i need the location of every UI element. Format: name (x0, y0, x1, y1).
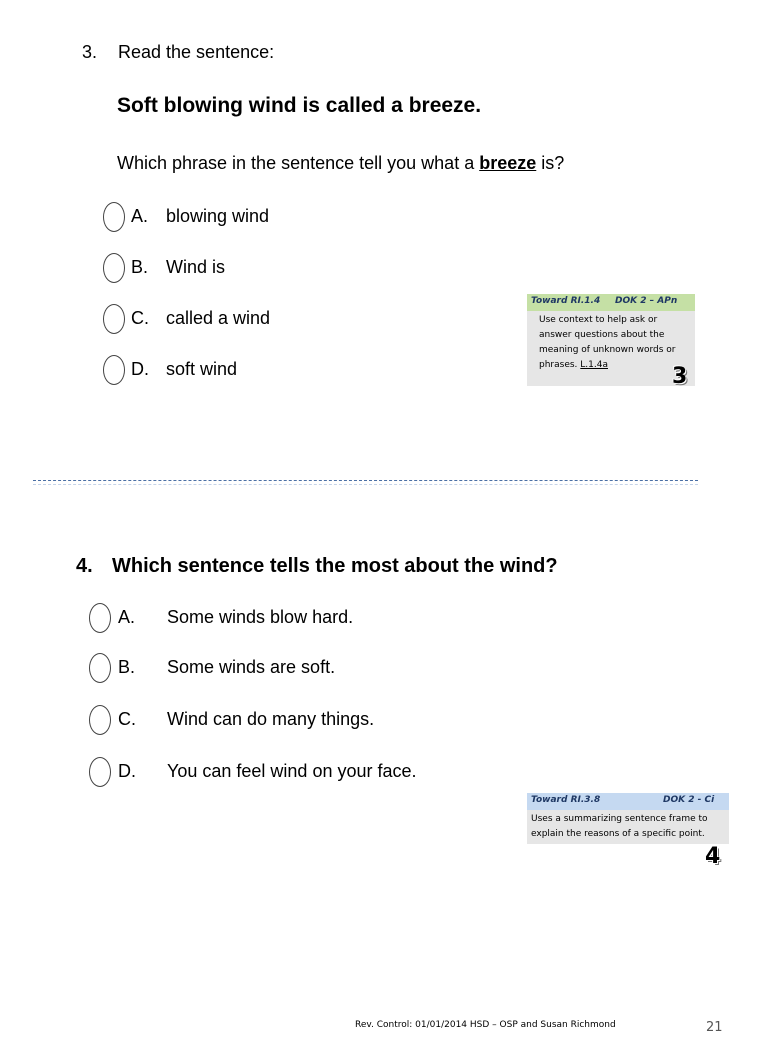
standard-description: Uses a summarizing sentence frame to explain the reasons of a specific point. (527, 810, 729, 844)
answer-bubble[interactable] (89, 653, 111, 683)
question-3-heading (82, 42, 274, 63)
prompt-keyword: breeze (479, 153, 537, 173)
q3-score-number: 3 (672, 364, 688, 389)
question-3-prompt (117, 153, 564, 174)
prompt-text: Which phrase in the sentence tell you what a (117, 153, 480, 173)
standard-code: Toward RI.1.4 (531, 296, 601, 306)
answer-bubble[interactable] (103, 355, 125, 385)
option-text: You can feel wind on your face. (167, 761, 417, 781)
standard-description (527, 311, 695, 386)
option-letter: A. (131, 206, 149, 226)
revision-footer: Rev. Control: 01/01/2014 HSD – OSP and Susan Richmond (355, 1020, 616, 1030)
option-text: soft wind (166, 359, 238, 379)
answer-bubble[interactable] (103, 253, 125, 283)
option-text: blowing wind (166, 206, 270, 226)
prompt-text-end: is? (536, 153, 565, 173)
option-letter: D. (118, 761, 136, 781)
option-letter: A. (118, 607, 136, 627)
standard-link: L.1.4a (580, 360, 608, 370)
section-divider-shadow (33, 484, 698, 485)
standard-code: Toward RI.3.8 (531, 795, 601, 805)
answer-bubble[interactable] (89, 603, 111, 633)
question-text: Which sentence tells the most about the wind? (112, 555, 558, 577)
option-text: Some winds are soft. (167, 657, 336, 677)
answer-bubble[interactable] (89, 757, 111, 787)
question-4-heading (76, 555, 558, 578)
option-letter: B. (118, 657, 136, 677)
reading-sentence: Soft blowing wind is called a breeze. (117, 94, 482, 117)
q4-standard-box (527, 793, 729, 844)
answer-bubble[interactable] (103, 304, 125, 334)
section-divider (33, 480, 698, 481)
option-letter: C. (131, 308, 149, 328)
standard-header (527, 294, 695, 311)
option-text: called a wind (166, 308, 271, 328)
dok-level: DOK 2 - Ci (663, 795, 715, 805)
q3-standard-box (527, 294, 695, 386)
q4-score-number: 4 (705, 844, 721, 869)
question-number: 4. (76, 555, 93, 577)
answer-bubble[interactable] (103, 202, 125, 232)
option-letter: C. (118, 709, 136, 729)
question-number: 3. (82, 42, 98, 62)
option-text: Wind is (166, 257, 226, 277)
dok-level: DOK 2 – APn (615, 296, 678, 306)
option-letter: D. (131, 359, 149, 379)
option-text: Wind can do many things. (167, 709, 375, 729)
standard-desc-text: Use context to help ask or answer questions about the meaning of unknown words or phrases. (539, 315, 676, 370)
question-heading-text: Read the sentence: (118, 42, 275, 62)
standard-header (527, 793, 729, 810)
option-text: Some winds blow hard. (167, 607, 354, 627)
option-letter: B. (131, 257, 149, 277)
page-number: 21 (706, 1020, 723, 1035)
answer-bubble[interactable] (89, 705, 111, 735)
